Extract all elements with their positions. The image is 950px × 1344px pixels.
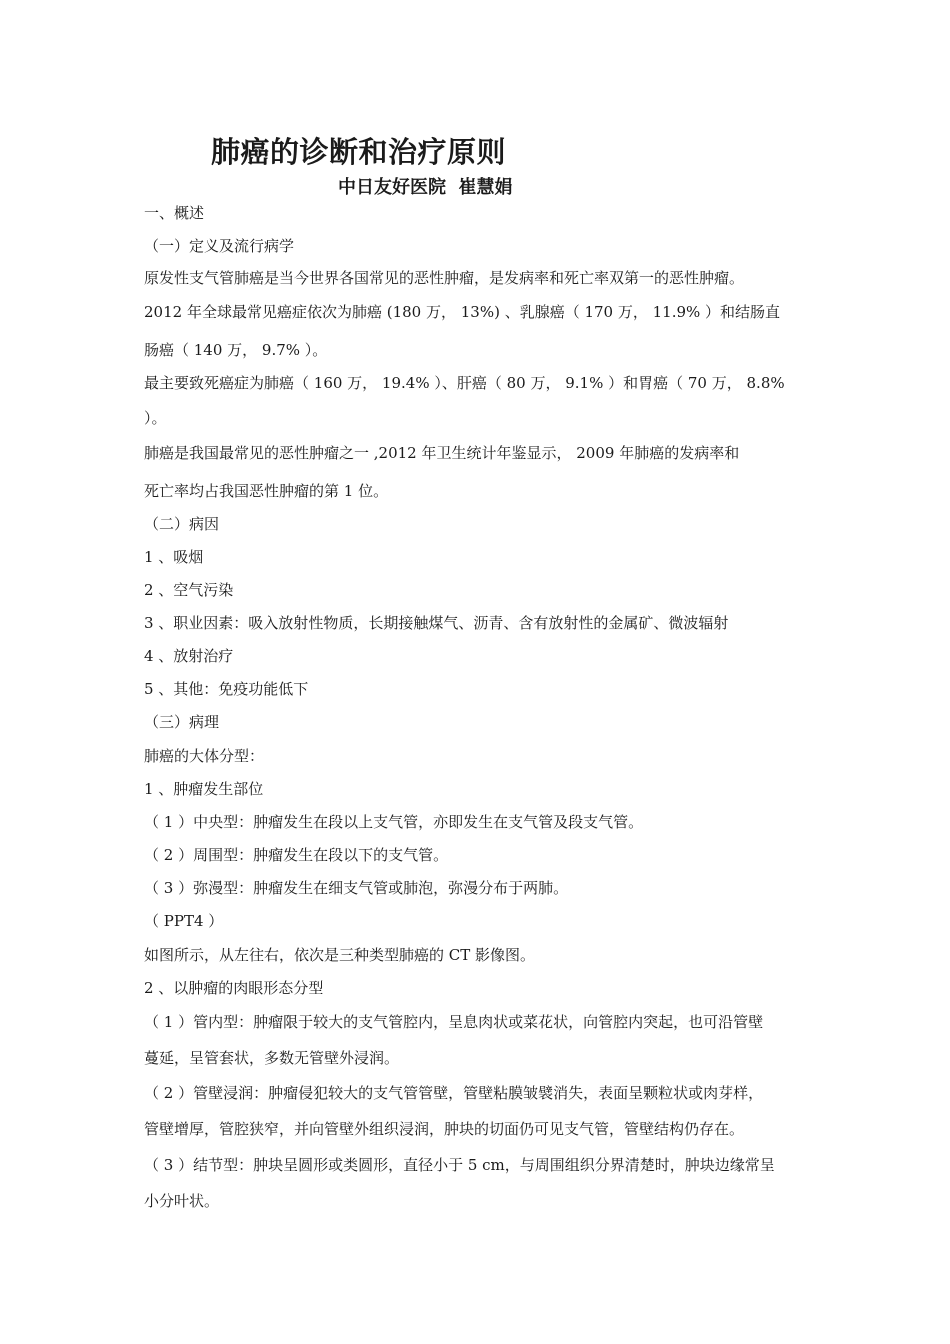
paragraph-line: 肺癌是我国最常见的恶性肿瘤之一 ,2012 年卫生统计年鉴显示， 2009 年肺癌的发病率和 xyxy=(144,444,740,462)
paragraph-line: 肺癌的大体分型： xyxy=(144,747,265,765)
list-item: （ 2 ）管壁浸润：肿瘤侵犯较大的支气管管壁，管壁粘膜皱襞消失，表面呈颗粒状或肉芽样， xyxy=(144,1084,764,1102)
paragraph-line: 死亡率均占我国恶性肿瘤的第 1 位。 xyxy=(144,482,389,500)
paragraph-line: （ PPT4 ） xyxy=(144,912,224,930)
subsection-heading: （二）病因 xyxy=(144,515,220,533)
paragraph-line: 如图所示，从左往右，依次是三种类型肺癌的 CT 影像图。 xyxy=(144,946,536,964)
paragraph-line: 管壁增厚，管腔狭窄，并向管壁外组织浸润，肿块的切面仍可见支气管，管壁结构仍存在。 xyxy=(144,1120,745,1138)
list-item: （ 1 ）中央型：肿瘤发生在段以上支气管，亦即发生在支气管及段支气管。 xyxy=(144,813,644,831)
list-item: 1 、肿瘤发生部位 xyxy=(144,780,264,798)
paragraph-line: 2012 年全球最常见癌症依次为肺癌 (180 万， 13%) 、乳腺癌（ 170 万， 11.9% ）和结肠直 xyxy=(144,303,781,321)
list-item: 4 、放射治疗 xyxy=(144,647,234,665)
document-title: 肺癌的诊断和治疗原则 xyxy=(211,135,507,169)
list-item: （ 3 ）结节型：肿块呈圆形或类圆形，直径小于 5 cm，与周围组织分界清楚时，肿块边缘常呈 xyxy=(144,1156,775,1174)
subsection-heading: （一）定义及流行病学 xyxy=(144,237,295,255)
list-item: 1 、吸烟 xyxy=(144,548,204,566)
list-item: 5 、其他：免疫功能低下 xyxy=(144,680,309,698)
section-heading: 一、概述 xyxy=(144,204,205,222)
list-item: 3 、职业因素：吸入放射性物质，长期接触煤气、沥青、含有放射性的金属矿、微波辐射 xyxy=(144,614,729,632)
list-item: 2 、以肿瘤的肉眼形态分型 xyxy=(144,979,324,997)
paragraph-line: 蔓延，呈管套状，多数无管壁外浸润。 xyxy=(144,1049,400,1067)
paragraph-line: 小分叶状。 xyxy=(144,1192,220,1210)
list-item: 2 、空气污染 xyxy=(144,581,234,599)
list-item: （ 1 ）管内型：肿瘤限于较大的支气管腔内，呈息肉状或菜花状，向管腔内突起，也可沿管壁 xyxy=(144,1013,764,1031)
paragraph-line: 原发性支气管肺癌是当今世界各国常见的恶性肿瘤，是发病率和死亡率双第一的恶性肿瘤。 xyxy=(144,269,745,287)
paragraph-line: ）。 xyxy=(144,409,167,427)
list-item: （ 2 ）周围型：肿瘤发生在段以下的支气管。 xyxy=(144,846,449,864)
document-author: 中日友好医院 崔慧娟 xyxy=(338,177,513,198)
list-item: （ 3 ）弥漫型：肿瘤发生在细支气管或肺泡，弥漫分布于两肺。 xyxy=(144,879,569,897)
paragraph-line: 最主要致死癌症为肺癌（ 160 万， 19.4% ）、肝癌（ 80 万， 9.1% ）和胃癌（ 70 万， 8.8% xyxy=(144,374,785,392)
subsection-heading: （三）病理 xyxy=(144,713,220,731)
paragraph-line: 肠癌（ 140 万， 9.7% ）。 xyxy=(144,341,328,359)
